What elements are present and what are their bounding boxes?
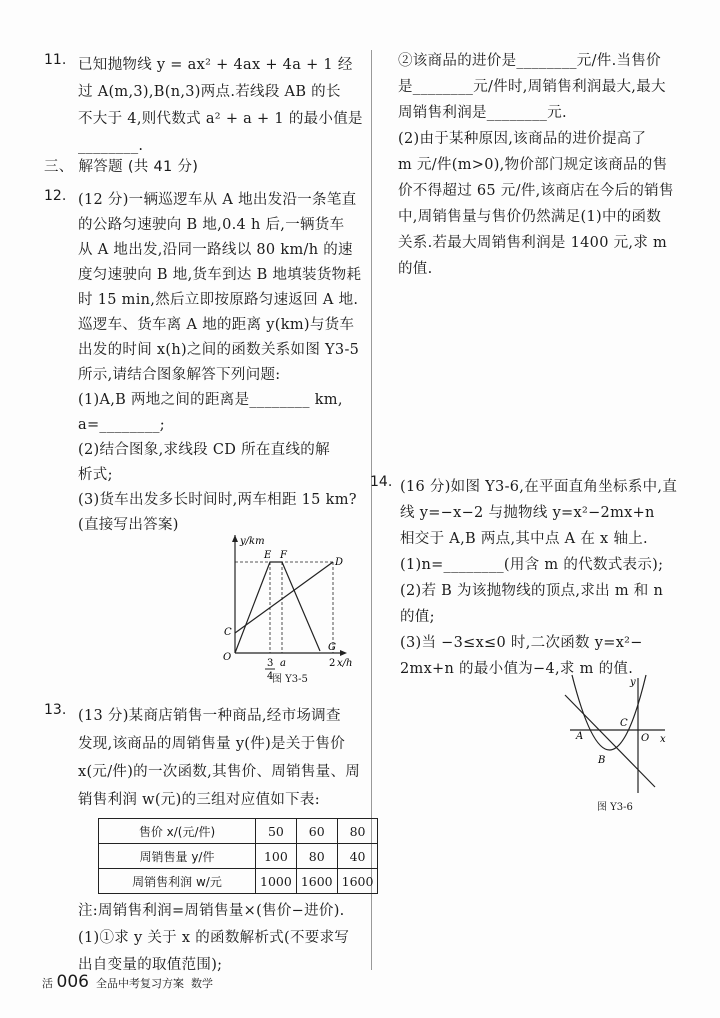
tick-label: 3 [267, 658, 274, 669]
question-number: 12. [44, 188, 67, 204]
row-header: 售价 x/(元/件) [99, 819, 256, 844]
text-line: (16 分)如图 Y3-6,在平面直角坐标系中,直 [400, 479, 678, 495]
text-line: x(元/件)的一次函数,其售价、周销售量、周 [78, 764, 361, 780]
text-line: 的值; [400, 609, 435, 625]
text-line: m 元/件(m>0),物价部门规定该商品的售 [398, 157, 668, 173]
table-cell: 1600 [337, 869, 378, 894]
text-line: 出自变量的取值范围); [78, 957, 223, 973]
text-line: 不大于 4,则代数式 a² + a + 1 的最小值是 [78, 111, 363, 127]
point-label: D [335, 557, 344, 568]
axis-label: y [630, 677, 636, 688]
text-line: (3)当 −3≤x≤0 时,二次函数 y=x²− [400, 635, 643, 651]
text-line: (13 分)某商店销售一种商品,经市场调查 [78, 708, 341, 724]
question-14 [370, 474, 678, 682]
text-line: 出发的时间 x(h)之间的函数关系如图 Y3-5 [78, 342, 360, 358]
patrol-line-cd [235, 562, 333, 633]
text-line: ②该商品的进价是________元/件.当售价 [398, 53, 661, 69]
text-line: (2)由于某种原因,该商品的进价提高了 [398, 131, 647, 147]
point-label: O [223, 652, 232, 663]
answer-blank: ________. [78, 138, 144, 154]
text-line: 是________元/件时,周销售利润最大,最大 [398, 79, 666, 95]
point-label: G [328, 642, 336, 653]
text-line: 从 A 地出发,沿同一路线以 80 km/h 的速 [78, 242, 353, 258]
text-line: 关系.若最大周销售利润是 1400 元,求 m [398, 235, 668, 251]
question-number: 14. [370, 474, 393, 490]
question-13-right [398, 48, 674, 282]
text-line: 过 A(m,3),B(n,3)两点.若线段 AB 的长 [78, 84, 341, 100]
table-cell: 40 [337, 844, 378, 869]
axis-label: x [660, 734, 666, 745]
table-cell: 80 [337, 819, 378, 844]
text-line: a=________; [78, 417, 165, 433]
page-number: 006 [56, 972, 89, 992]
subject-label: 数学 [190, 977, 213, 990]
table-cell: 100 [256, 844, 297, 869]
table-cell: 1000 [256, 869, 297, 894]
question-number: 11. [44, 52, 67, 68]
text-line: 已知抛物线 y = ax² + 4ax + 4a + 1 经 [78, 57, 353, 73]
point-label: A [576, 731, 584, 742]
point-label: O [641, 733, 650, 744]
section-heading: 三、 解答题 (共 41 分) [44, 159, 199, 175]
text-line: 销售利润 w(元)的三组对应值如下表: [78, 792, 320, 808]
point-label: C [620, 718, 628, 729]
text-line: (1)①求 y 关于 x 的函数解析式(不要求写 [78, 930, 350, 946]
figure-caption: 图 Y3-5 [272, 674, 308, 685]
text-line: 时 15 min,然后立即按原路匀速返回 A 地. [78, 292, 359, 308]
table-cell: 50 [256, 819, 297, 844]
point-label: F [280, 550, 287, 561]
figure-caption: 图 Y3-6 [597, 802, 633, 813]
text-line: 发现,该商品的周销售量 y(件)是关于售价 [78, 736, 346, 752]
table-cell: 60 [296, 819, 337, 844]
price-sales-table [98, 818, 378, 894]
tick-label: 4 [267, 671, 274, 682]
figure-y3-6 [560, 675, 670, 795]
table-row [99, 819, 378, 844]
text-line: (3)货车出发多长时间时,两车相距 15 km? [78, 492, 357, 508]
question-13 [44, 702, 361, 814]
row-header: 周销售量 y/件 [99, 844, 256, 869]
text-line: 周销售利润是________元. [398, 105, 567, 121]
point-label: E [264, 550, 272, 561]
text-line: 的公路匀速驶向 B 地,0.4 h 后,一辆货车 [78, 217, 345, 233]
tick-label: 2 [329, 658, 336, 669]
text-line: (12 分)一辆巡逻车从 A 地出发沿一条笔直 [78, 192, 357, 208]
point-label: C [224, 627, 232, 638]
footer-mark: 活 [42, 977, 53, 990]
question-12 [44, 188, 362, 538]
text-line: 所示,请结合图象解答下列问题: [78, 367, 281, 383]
truck-path [235, 562, 320, 653]
question-11 [44, 52, 363, 160]
text-line: (2)结合图象,求线段 CD 所在直线的解 [78, 442, 330, 458]
question-13-continued [78, 898, 349, 979]
question-number: 13. [44, 702, 67, 718]
book-title: 全品中考复习方案 [95, 977, 184, 990]
text-line: 析式; [78, 467, 113, 483]
page-footer [42, 972, 213, 992]
point-label: B [598, 755, 606, 766]
table-row [99, 869, 378, 894]
text-line: (2)若 B 为该抛物线的顶点,求出 m 和 n [400, 583, 664, 599]
y-axis-label: y/km [240, 536, 265, 547]
text-line: 注:周销售利润=周销售量×(售价−进价). [78, 903, 345, 919]
text-line: 巡逻车、货车离 A 地的距离 y(km)与货车 [78, 317, 355, 333]
text-line: 价不得超过 65 元/件,该商店在今后的销售 [398, 183, 674, 199]
text-line: 相交于 A,B 两点,其中点 A 在 x 轴上. [400, 531, 648, 547]
table-row [99, 844, 378, 869]
text-line: 的值. [398, 261, 433, 277]
text-line: (直接写出答案) [78, 517, 179, 533]
text-line: 2mx+n 的最小值为−4,求 m 的值. [400, 661, 634, 677]
tick-label: a [280, 658, 286, 669]
text-line: (1)A,B 两地之间的距离是________ km, [78, 392, 343, 408]
x-axis-label: x/h [337, 658, 353, 669]
text-line: 度匀速驶向 B 地,货车到达 B 地填装货物耗 [78, 267, 362, 283]
table-cell: 80 [296, 844, 337, 869]
text-line: 中,周销售量与售价仍然满足(1)中的函数 [398, 209, 662, 225]
table-cell: 1600 [296, 869, 337, 894]
text-line: (1)n=________(用含 m 的代数式表示); [400, 557, 664, 573]
row-header: 周销售利润 w/元 [99, 869, 256, 894]
text-line: 线 y=−x−2 与抛物线 y=x²−2mx+n [400, 505, 655, 521]
